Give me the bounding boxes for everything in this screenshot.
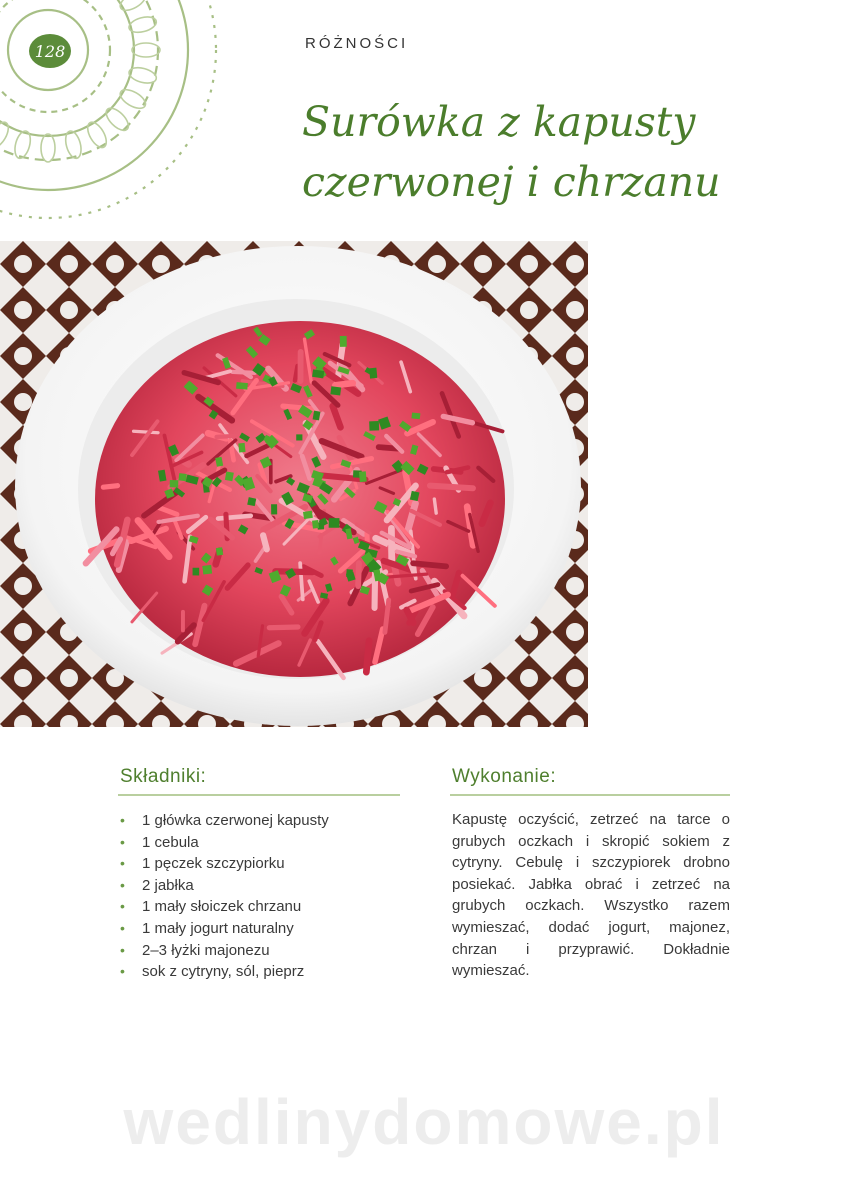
section-label: RÓŻNOŚCI	[305, 35, 409, 52]
ingredient-item	[120, 896, 400, 918]
method-text: Kapustę oczyścić, zetrzeć na tarce o grubych oczkach i skropić sokiem z cytryny. Cebulę i szczypiorek drobno posiekać. Jabłka obrać i zetrzeć na grubych oczkach. Wszystko razem wymieszać, dodać jogurt, majonez, chrzan i przyprawić. Dokładnie wymieszać.	[452, 811, 730, 980]
mandala-ornament	[0, 0, 230, 230]
ingredient-item	[120, 918, 400, 940]
page-number: 128	[29, 34, 71, 68]
bullet-icon: •	[120, 919, 125, 936]
ingredient-text: 1 główka czerwonej kapusty	[142, 812, 329, 829]
ingredients-heading: Składniki:	[120, 766, 207, 787]
method-divider	[450, 794, 730, 796]
ingredient-text: 2 jabłka	[142, 876, 194, 894]
ingredient-item	[120, 940, 400, 962]
method-heading: Wykonanie:	[452, 766, 557, 787]
bullet-icon: •	[120, 855, 125, 872]
salad-photo	[0, 241, 588, 727]
ingredient-item	[120, 853, 400, 875]
bullet-icon: •	[120, 812, 125, 828]
bullet-icon: •	[120, 941, 125, 958]
ingredients-list	[120, 810, 400, 983]
ingredient-text: 1 cebula	[142, 833, 199, 851]
recipe-title-line-2: czerwonej i chrzanu	[302, 158, 721, 206]
ingredient-item	[120, 875, 400, 897]
bullet-icon: •	[120, 963, 125, 980]
recipe-title	[302, 92, 822, 212]
ingredient-text: 1 mały jogurt naturalny	[142, 919, 294, 937]
ingredient-text: 1 pęczek szczypiorku	[142, 855, 285, 873]
bullet-icon: •	[120, 876, 125, 893]
method-section	[452, 809, 730, 982]
ingredient-text: sok z cytryny, sól, pieprz	[142, 963, 305, 981]
ingredient-text: 2–3 łyżki majonezu	[142, 941, 270, 959]
bullet-icon: •	[120, 833, 125, 850]
bullet-icon: •	[120, 898, 125, 915]
ingredient-item	[120, 810, 400, 832]
ingredients-divider	[118, 794, 400, 796]
recipe-title-line-1: Surówka z kapusty	[302, 98, 696, 146]
watermark-text: wedlinydomowe.pl	[123, 1086, 725, 1158]
ingredient-item	[120, 961, 400, 983]
ingredient-text: 1 mały słoiczek chrzanu	[142, 898, 302, 916]
ingredient-item	[120, 832, 400, 854]
